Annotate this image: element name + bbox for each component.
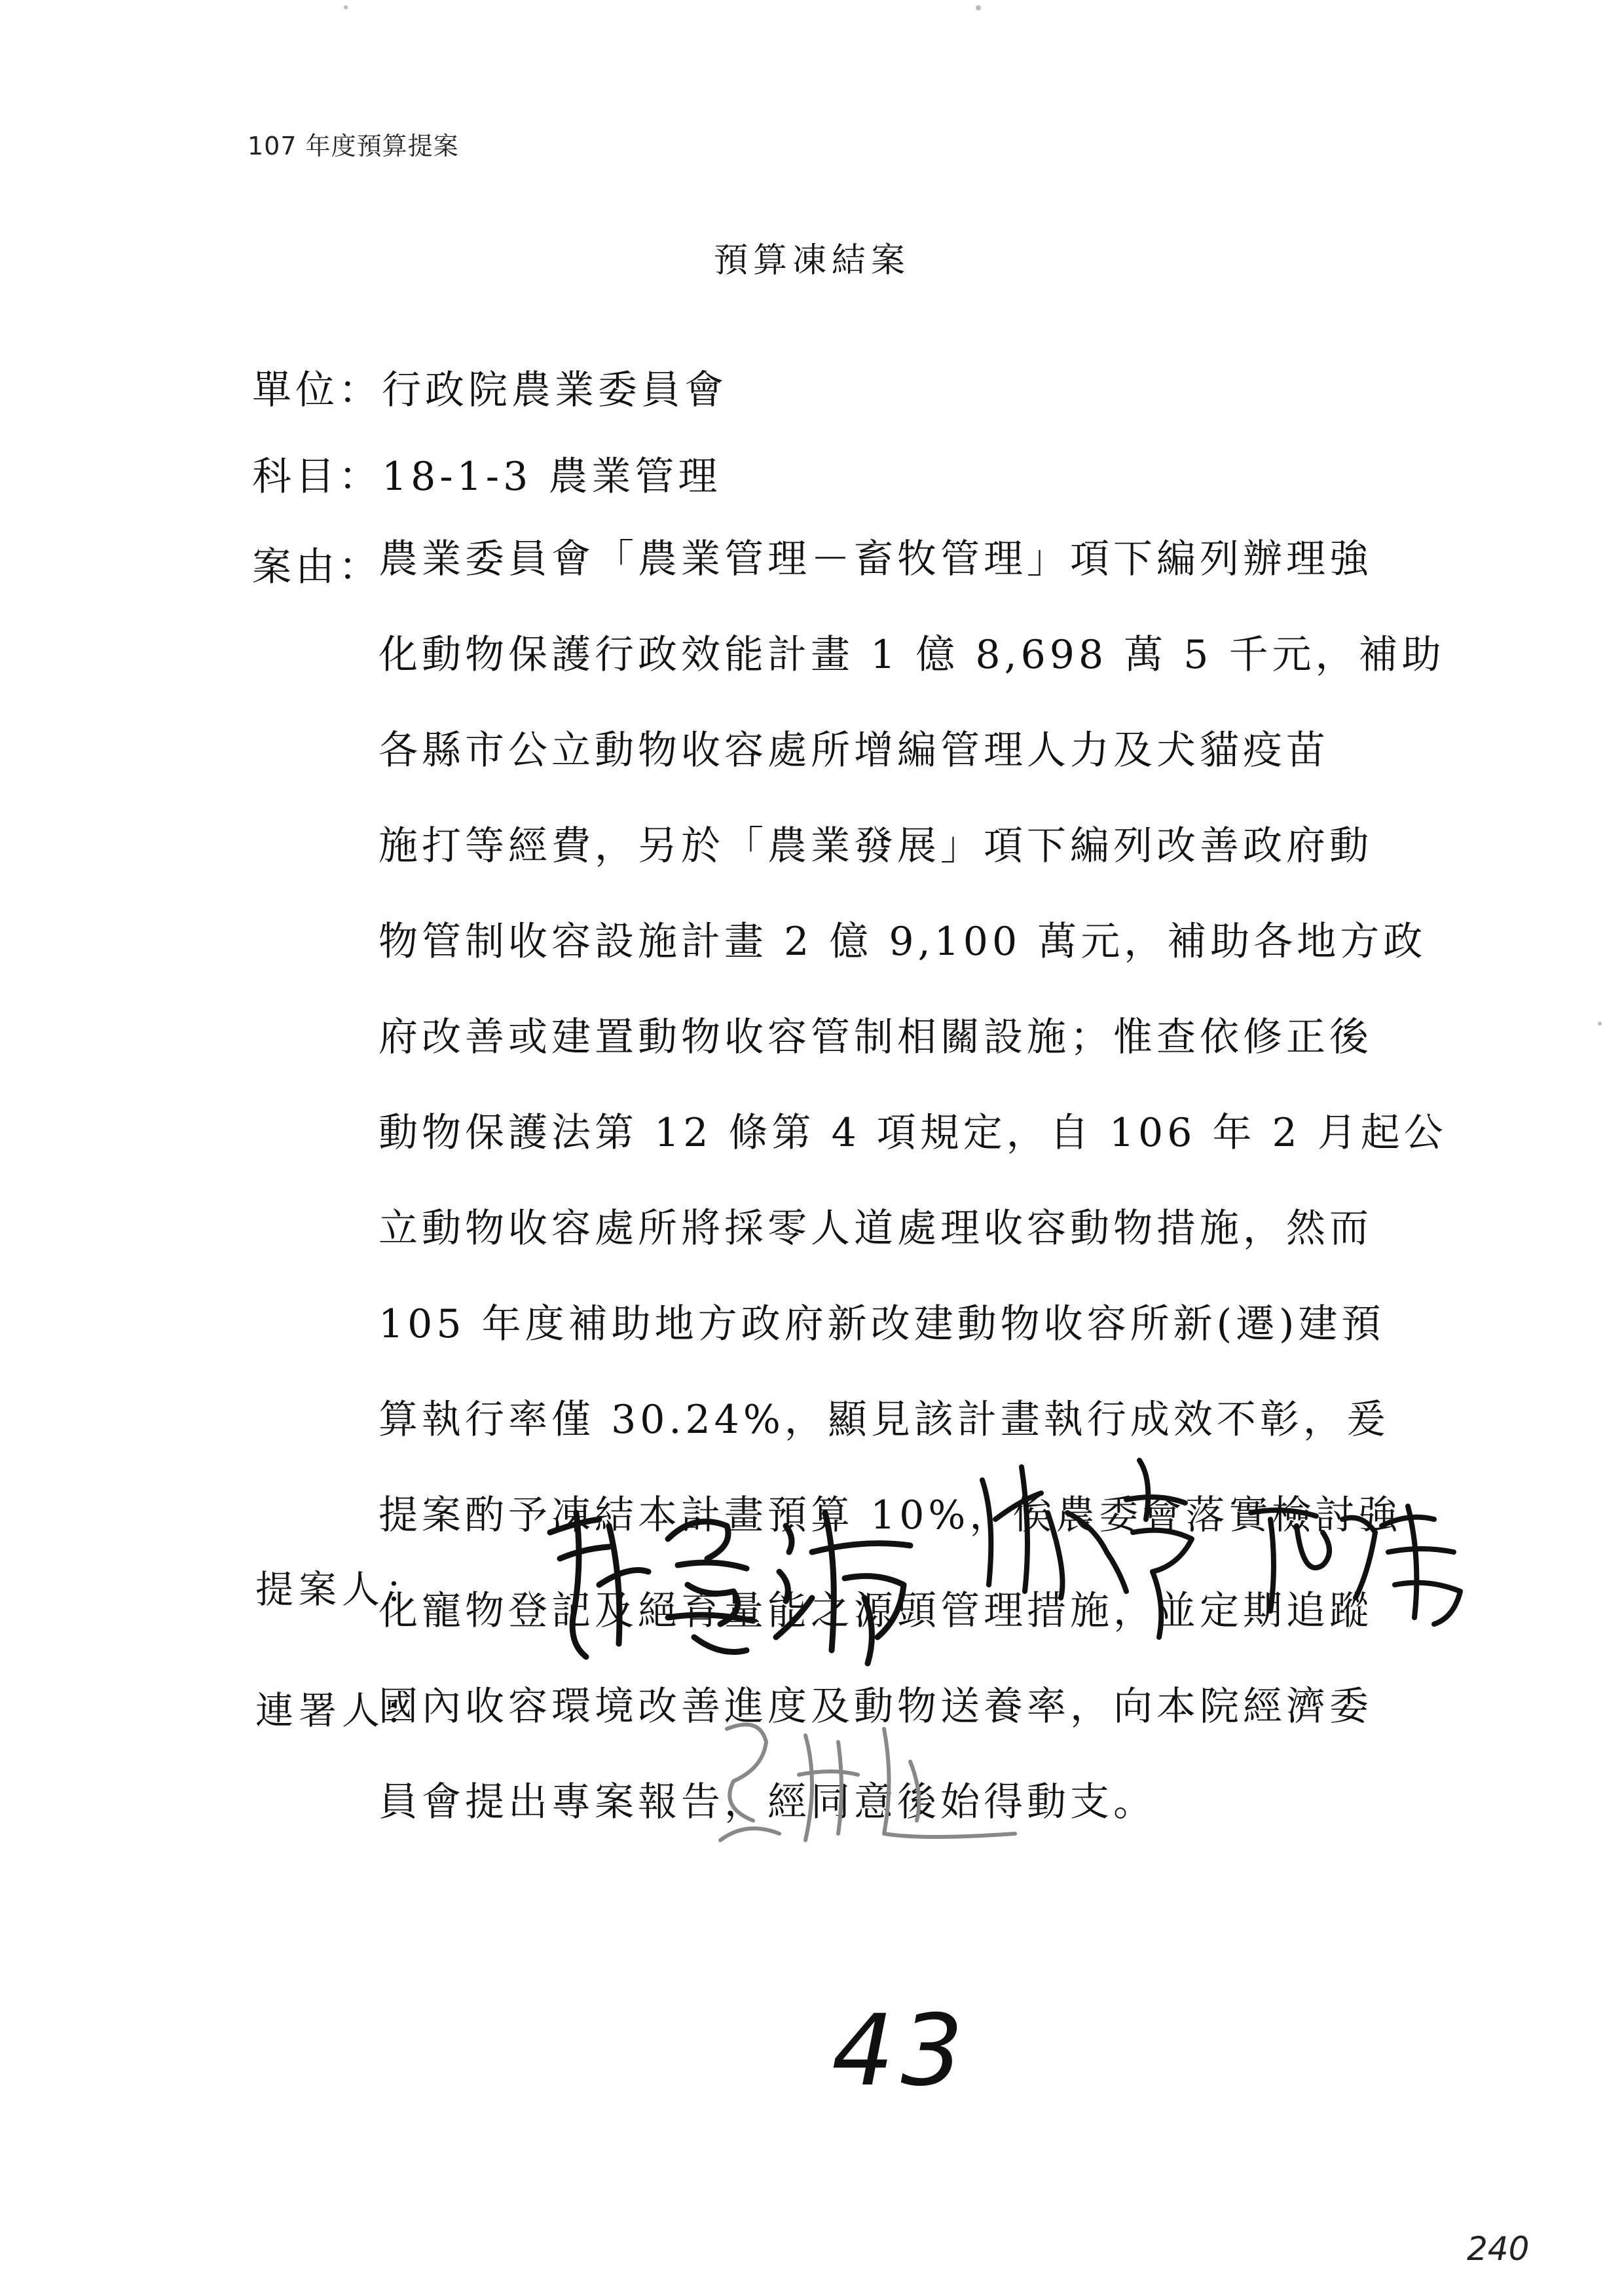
reason-line: 員會提出專案報告，經同意後始得動支。	[378, 1779, 1156, 1825]
document-category-label: 107 年度預算提案	[248, 132, 459, 160]
unit-value: 行政院農業委員會	[382, 367, 728, 413]
reason-line: 施打等經費，另於「農業發展」項下編列改善政府動	[378, 823, 1373, 869]
scan-artifact	[1598, 1022, 1602, 1026]
reason-line: 物管制收容設施計畫 2 億 9,100 萬元，補助各地方政	[378, 919, 1427, 965]
corner-page-number: 240	[1467, 2230, 1530, 2268]
subject-value: 18-1-3 農業管理	[382, 454, 722, 500]
handwritten-page-number: 43	[832, 1994, 970, 2108]
scan-artifact	[976, 5, 981, 10]
cosigner-label: 連署人：	[255, 1688, 429, 1733]
reason-line: 國內收容環境改善進度及動物送養率，向本院經濟委	[378, 1684, 1373, 1730]
subject-field	[252, 445, 721, 502]
reason-line: 立動物收容處所將採零人道處理收容動物措施，然而	[378, 1206, 1373, 1251]
unit-field	[252, 359, 728, 415]
reason-label: 案由：	[252, 544, 382, 590]
scan-artifact	[344, 5, 348, 9]
reason-line: 化寵物登記及絕育量能之源頭管理措施，並定期追蹤	[378, 1588, 1373, 1634]
proposer-label: 提案人：	[255, 1567, 429, 1612]
reason-line: 105 年度補助地方政府新改建動物收容所新(遷)建預	[378, 1301, 1385, 1347]
reason-line: 動物保護法第 12 條第 4 項規定，自 106 年 2 月起公	[378, 1110, 1447, 1156]
reason-line: 化動物保護行政效能計畫 1 億 8,698 萬 5 千元，補助	[378, 632, 1445, 678]
subject-label: 科目：	[252, 454, 382, 500]
proposer-signature-2	[969, 1441, 1231, 1650]
proposer-signature-1	[537, 1487, 923, 1683]
proposer-signature-3	[1244, 1487, 1480, 1637]
unit-label: 單位：	[252, 367, 382, 413]
reason-line: 算執行率僅 30.24%，顯見該計畫執行成效不彰，爰	[378, 1397, 1390, 1443]
reason-line: 府改善或建置動物收容管制相關設施；惟查依修正後	[378, 1014, 1373, 1060]
reason-line: 提案酌予凍結本計畫預算 10%，俟農委會落實檢討強	[378, 1492, 1402, 1538]
cosigner-signature	[707, 1703, 1028, 1866]
reason-line: 農業委員會「農業管理－畜牧管理」項下編列辦理強	[378, 536, 1373, 582]
document-title: 預算凍結案	[713, 241, 910, 280]
reason-line: 各縣市公立動物收容處所增編管理人力及犬貓疫苗	[378, 728, 1329, 773]
